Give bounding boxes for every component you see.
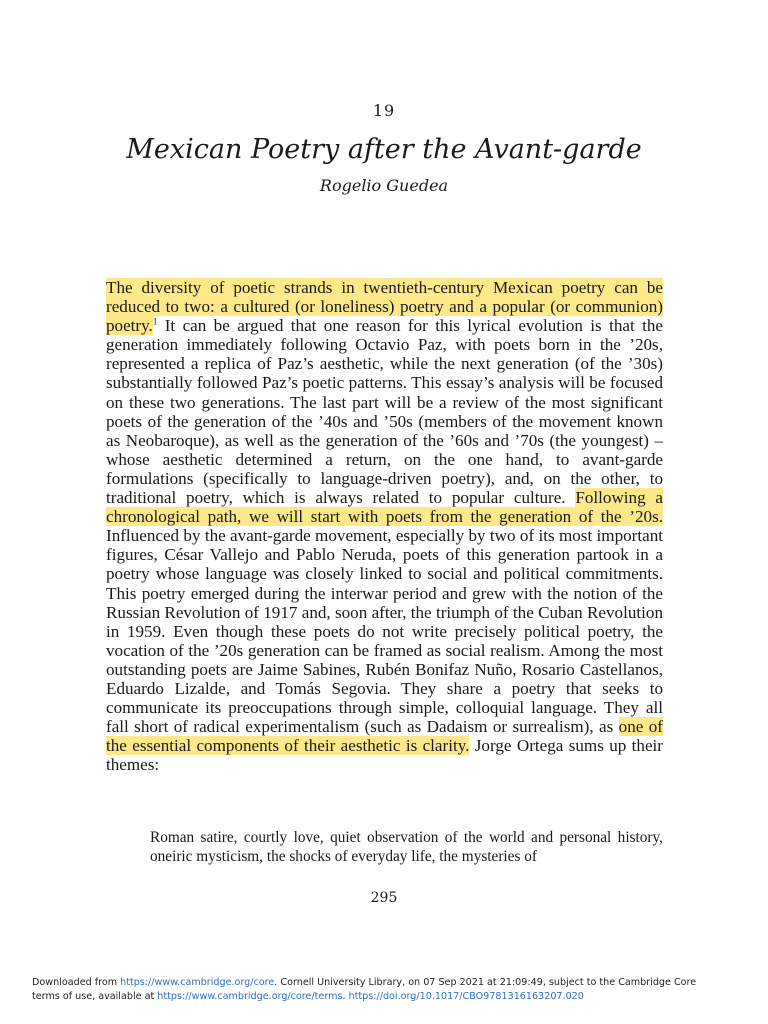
- footer-link-terms[interactable]: https://www.cambridge.org/core/terms: [157, 991, 343, 1002]
- body-segment-2: Influenced by the avant-garde movement, especially by two of its most important figures, César Vallejo and Pablo Neruda, poets of this generation partook in a poetry whose language was closely linked to social and political commitments. This poetry emerged during the interwar period and grew with the notion of the Russian Revolution of 1917 and, soon after, the triumph of the Cuban Revolution in 1959. Even though these poets do not write precisely political poetry, the vocation of the ’20s generation can be framed as social realism. Among the most outstanding poets are Jaime Sabines, Rubén Bonifaz Nuño, Rosario Castellanos, Eduardo Lizalde, and Tomás Segovia. They share a poetry that seeks to communicate its preoccupations through simple, colloquial language. They all fall short of radical experimentalism (such as Dadaism or surrealism), as: [106, 526, 663, 737]
- footnote-marker[interactable]: 1: [152, 316, 158, 327]
- footer-text-1: Downloaded from: [32, 977, 121, 988]
- highlight-2[interactable]: Following a chronological path, we will start with poets from the generation of the ’20s.: [106, 488, 663, 527]
- highlight-3[interactable]: one of the essential components of their aesthetic is clarity.: [106, 717, 663, 756]
- page-number: 295: [370, 890, 398, 906]
- body-segment-3: Jorge Ortega sums up their themes:: [106, 736, 663, 775]
- footer-text-3: terms of use, available at: [32, 991, 158, 1002]
- chapter-author: Rogelio Guedea: [319, 176, 449, 195]
- highlight-1[interactable]: The diversity of poetic strands in twentieth-century Mexican poetry can be reduced to two: a cultured (or loneliness) poetry and a popular (or communion) poetry.: [106, 278, 663, 336]
- footer-text-4: .: [342, 991, 349, 1002]
- block-quote: Roman satire, courtly love, quiet observation of the world and personal history, oneiric mysticism, the shocks of everyday life, the mysteries of: [150, 829, 663, 865]
- footer-link-core[interactable]: https://www.cambridge.org/core: [120, 977, 275, 988]
- body-segment-1: It can be argued that one reason for this lyrical evolution is that the generation immediately following Octavio Paz, with poets born in the ’20s, represented a replica of Paz’s aesthetic, while the next generation (of the ’30s) substantially followed Paz’s poetic patterns. This essay’s analysis will be focused on these two generations. The last part will be a review of the most significant poets of the generation of the ’40s and ’50s (members of the movement known as Neobaroque), as well as the generation of the ’60s and ’70s (the youngest) – whose aesthetic determined a return, on the one hand, to avant-garde formulations (specifically to language-driven poetry), and, on the other, to traditional poetry, which is always related to popular culture.: [106, 316, 663, 508]
- footer-link-doi[interactable]: https://doi.org/10.1017/CBO9781316163207.020: [348, 991, 584, 1002]
- chapter-title: Mexican Poetry after the Avant-garde: [126, 134, 642, 165]
- body-paragraph: [106, 278, 663, 774]
- download-footer: [32, 976, 752, 1004]
- chapter-number: 19: [372, 101, 396, 120]
- footer-text-2: . Cornell University Library, on 07 Sep 2021 at 21:09:49, subject to the Cambridge Core: [274, 977, 697, 988]
